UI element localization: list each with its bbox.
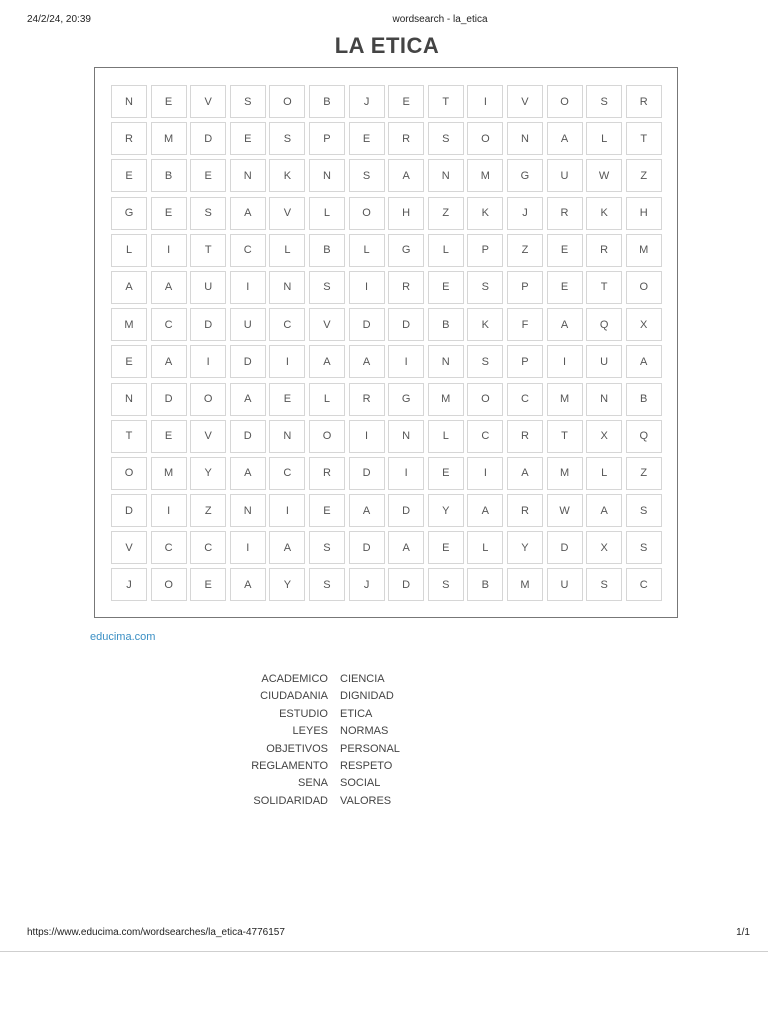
grid-cell: O xyxy=(111,457,147,490)
word-item: SENA xyxy=(298,777,328,790)
grid-cell: Q xyxy=(586,308,622,341)
grid-cell: G xyxy=(111,197,147,230)
grid-cell: L xyxy=(467,531,503,564)
grid-cell: P xyxy=(507,345,543,378)
grid-cell: M xyxy=(467,159,503,192)
grid-cell: A xyxy=(151,271,187,304)
grid-cell: I xyxy=(388,345,424,378)
grid-cell: W xyxy=(547,494,583,527)
grid-cell: E xyxy=(428,271,464,304)
grid-cell: C xyxy=(151,531,187,564)
grid-cell: A xyxy=(467,494,503,527)
grid-cell: A xyxy=(547,308,583,341)
grid-cell: F xyxy=(507,308,543,341)
grid-cell: E xyxy=(547,271,583,304)
grid-cell: N xyxy=(388,420,424,453)
brand-link[interactable]: educima.com xyxy=(90,631,156,643)
grid-cell: R xyxy=(111,122,147,155)
grid-cell: A xyxy=(547,122,583,155)
footer-url: https://www.educima.com/wordsearches/la_etica-4776157 xyxy=(27,927,285,938)
grid-cell: N xyxy=(507,122,543,155)
grid-cell: T xyxy=(547,420,583,453)
grid-cell: E xyxy=(388,85,424,118)
grid-cell: D xyxy=(349,457,385,490)
grid-cell: N xyxy=(428,159,464,192)
grid-cell: S xyxy=(190,197,226,230)
grid-cell: Z xyxy=(626,457,662,490)
grid-cell: L xyxy=(269,234,305,267)
grid-cell: C xyxy=(507,383,543,416)
grid-cell: V xyxy=(111,531,147,564)
grid-cell: A xyxy=(230,383,266,416)
grid-cell: J xyxy=(349,85,385,118)
grid-cell: Y xyxy=(428,494,464,527)
grid-cell: K xyxy=(467,308,503,341)
grid-cell: V xyxy=(190,420,226,453)
grid-cell: N xyxy=(309,159,345,192)
grid-cell: W xyxy=(586,159,622,192)
grid-cell: V xyxy=(309,308,345,341)
grid-cell: M xyxy=(547,457,583,490)
word-item: CIUDADANIA xyxy=(260,690,328,703)
grid-cell: O xyxy=(190,383,226,416)
grid-cell: A xyxy=(151,345,187,378)
grid-cell: D xyxy=(388,568,424,601)
grid-cell: I xyxy=(467,85,503,118)
grid-cell: E xyxy=(151,197,187,230)
grid-cell: L xyxy=(309,197,345,230)
grid-cell: I xyxy=(388,457,424,490)
grid-cell: A xyxy=(230,197,266,230)
print-document-title: wordsearch - la_etica xyxy=(392,14,488,25)
grid-cell: Z xyxy=(507,234,543,267)
grid-cell: R xyxy=(626,85,662,118)
grid-cell: D xyxy=(230,420,266,453)
word-item: PERSONAL xyxy=(340,742,400,755)
word-list xyxy=(230,671,490,810)
grid-cell: R xyxy=(349,383,385,416)
print-datetime: 24/2/24, 20:39 xyxy=(27,14,91,25)
grid-cell: O xyxy=(626,271,662,304)
grid-cell: N xyxy=(428,345,464,378)
word-item: RESPETO xyxy=(340,760,393,773)
grid-cell: I xyxy=(269,494,305,527)
grid-cell: T xyxy=(586,271,622,304)
grid-cell: I xyxy=(547,345,583,378)
grid-cell: D xyxy=(190,308,226,341)
word-item: SOLIDARIDAD xyxy=(253,794,328,807)
word-item: OBJETIVOS xyxy=(266,742,328,755)
grid-cell: D xyxy=(349,308,385,341)
word-item: CIENCIA xyxy=(340,673,385,685)
grid-cell: Z xyxy=(190,494,226,527)
grid-cell: J xyxy=(507,197,543,230)
grid-cell: V xyxy=(507,85,543,118)
grid-cell: S xyxy=(626,494,662,527)
grid-cell: R xyxy=(586,234,622,267)
grid-cell: L xyxy=(349,234,385,267)
grid-cell: R xyxy=(507,494,543,527)
grid-cell: L xyxy=(428,420,464,453)
grid-cell: U xyxy=(586,345,622,378)
grid-cell: E xyxy=(111,159,147,192)
grid-cell: X xyxy=(586,420,622,453)
grid-cell: R xyxy=(388,122,424,155)
grid-cell: I xyxy=(151,234,187,267)
grid-cell: C xyxy=(190,531,226,564)
grid-cell: T xyxy=(111,420,147,453)
grid-cell: E xyxy=(190,159,226,192)
grid-cell: N xyxy=(111,85,147,118)
grid-cell: I xyxy=(269,345,305,378)
grid-cell: A xyxy=(309,345,345,378)
grid-cell: E xyxy=(349,122,385,155)
grid-cell: K xyxy=(269,159,305,192)
grid-cell: D xyxy=(111,494,147,527)
grid-cell: I xyxy=(230,531,266,564)
grid-cell: E xyxy=(309,494,345,527)
grid-cell: N xyxy=(230,159,266,192)
grid-cell: S xyxy=(309,271,345,304)
grid-cell: C xyxy=(269,308,305,341)
grid-cell: O xyxy=(547,85,583,118)
grid-cell: O xyxy=(467,383,503,416)
grid-cell: S xyxy=(230,85,266,118)
grid-cell: U xyxy=(547,159,583,192)
grid-cell: I xyxy=(151,494,187,527)
grid-cell: O xyxy=(467,122,503,155)
grid-cell: S xyxy=(428,122,464,155)
grid-cell: I xyxy=(467,457,503,490)
grid-cell: N xyxy=(230,494,266,527)
grid-cell: G xyxy=(388,234,424,267)
word-item: ETICA xyxy=(340,707,373,720)
grid-cell: S xyxy=(467,345,503,378)
grid-cell: R xyxy=(309,457,345,490)
grid-cell: S xyxy=(586,85,622,118)
word-item: VALORES xyxy=(340,794,392,807)
grid-cell: Z xyxy=(428,197,464,230)
grid-cell: L xyxy=(111,234,147,267)
grid-cell: A xyxy=(388,159,424,192)
word-item: ESTUDIO xyxy=(279,707,328,720)
grid-cell: J xyxy=(111,568,147,601)
grid-cell: I xyxy=(349,271,385,304)
grid-cell: Y xyxy=(269,568,305,601)
grid-cell: X xyxy=(586,531,622,564)
grid-cell: B xyxy=(626,383,662,416)
grid-cell: L xyxy=(586,457,622,490)
grid-cell: K xyxy=(586,197,622,230)
grid-cell: S xyxy=(309,568,345,601)
grid-cell: E xyxy=(111,345,147,378)
grid-cell: M xyxy=(507,568,543,601)
grid-cell: M xyxy=(111,308,147,341)
grid-cell: U xyxy=(190,271,226,304)
grid-cell: I xyxy=(230,271,266,304)
grid-cell: A xyxy=(507,457,543,490)
grid-cell: A xyxy=(230,457,266,490)
grid-cell: T xyxy=(428,85,464,118)
grid-cell: R xyxy=(388,271,424,304)
grid-cell: N xyxy=(111,383,147,416)
letter-grid xyxy=(111,85,662,601)
grid-cell: E xyxy=(428,457,464,490)
grid-cell: G xyxy=(388,383,424,416)
grid-cell: D xyxy=(349,531,385,564)
grid-cell: A xyxy=(626,345,662,378)
word-item: DIGNIDAD xyxy=(340,690,394,703)
grid-cell: A xyxy=(230,568,266,601)
grid-cell: B xyxy=(151,159,187,192)
grid-cell: E xyxy=(151,85,187,118)
grid-cell: C xyxy=(269,457,305,490)
word-item: NORMAS xyxy=(340,725,389,738)
grid-cell: I xyxy=(349,420,385,453)
grid-cell: G xyxy=(507,159,543,192)
grid-cell: E xyxy=(230,122,266,155)
grid-cell: E xyxy=(269,383,305,416)
grid-cell: M xyxy=(151,457,187,490)
grid-cell: M xyxy=(547,383,583,416)
grid-cell: E xyxy=(190,568,226,601)
grid-cell: D xyxy=(388,494,424,527)
grid-cell: S xyxy=(349,159,385,192)
grid-cell: E xyxy=(151,420,187,453)
grid-cell: V xyxy=(190,85,226,118)
grid-cell: P xyxy=(309,122,345,155)
grid-cell: D xyxy=(151,383,187,416)
grid-cell: L xyxy=(428,234,464,267)
grid-cell: X xyxy=(626,308,662,341)
grid-cell: E xyxy=(547,234,583,267)
grid-cell: B xyxy=(309,85,345,118)
grid-cell: I xyxy=(190,345,226,378)
grid-cell: A xyxy=(349,494,385,527)
grid-cell: R xyxy=(547,197,583,230)
page-number: 1/1 xyxy=(736,927,750,938)
grid-cell: S xyxy=(467,271,503,304)
grid-cell: D xyxy=(388,308,424,341)
grid-cell: J xyxy=(349,568,385,601)
word-item: REGLAMENTO xyxy=(251,760,328,773)
grid-cell: B xyxy=(467,568,503,601)
grid-cell: S xyxy=(586,568,622,601)
grid-cell: Y xyxy=(507,531,543,564)
grid-cell: U xyxy=(230,308,266,341)
grid-cell: L xyxy=(309,383,345,416)
grid-cell: N xyxy=(269,271,305,304)
grid-cell: H xyxy=(626,197,662,230)
grid-cell: A xyxy=(586,494,622,527)
grid-cell: O xyxy=(309,420,345,453)
grid-cell: M xyxy=(428,383,464,416)
grid-cell: O xyxy=(151,568,187,601)
grid-cell: B xyxy=(309,234,345,267)
grid-cell: O xyxy=(349,197,385,230)
grid-cell: D xyxy=(190,122,226,155)
grid-cell: C xyxy=(626,568,662,601)
grid-cell: M xyxy=(626,234,662,267)
grid-cell: O xyxy=(269,85,305,118)
word-item: SOCIAL xyxy=(340,777,381,790)
word-item: LEYES xyxy=(292,725,328,738)
page-title: LA ETICA xyxy=(334,33,440,58)
grid-cell: C xyxy=(151,308,187,341)
word-item: ACADEMICO xyxy=(261,673,328,685)
grid-cell: P xyxy=(507,271,543,304)
grid-cell: K xyxy=(467,197,503,230)
grid-cell: P xyxy=(467,234,503,267)
grid-cell: L xyxy=(586,122,622,155)
grid-cell: N xyxy=(586,383,622,416)
grid-cell: V xyxy=(269,197,305,230)
grid-cell: M xyxy=(151,122,187,155)
grid-cell: T xyxy=(190,234,226,267)
grid-cell: N xyxy=(269,420,305,453)
grid-cell: Q xyxy=(626,420,662,453)
grid-cell: H xyxy=(388,197,424,230)
grid-cell: C xyxy=(467,420,503,453)
grid-cell: A xyxy=(388,531,424,564)
grid-cell: U xyxy=(547,568,583,601)
grid-cell: T xyxy=(626,122,662,155)
grid-cell: S xyxy=(428,568,464,601)
grid-cell: R xyxy=(507,420,543,453)
grid-cell: A xyxy=(269,531,305,564)
grid-cell: S xyxy=(626,531,662,564)
grid-cell: S xyxy=(269,122,305,155)
grid-cell: Z xyxy=(626,159,662,192)
page-divider xyxy=(0,951,768,952)
grid-cell: D xyxy=(230,345,266,378)
grid-cell: Y xyxy=(190,457,226,490)
grid-cell: A xyxy=(349,345,385,378)
grid-cell: B xyxy=(428,308,464,341)
grid-cell: D xyxy=(547,531,583,564)
grid-cell: E xyxy=(428,531,464,564)
grid-cell: S xyxy=(309,531,345,564)
grid-cell: C xyxy=(230,234,266,267)
grid-cell: A xyxy=(111,271,147,304)
